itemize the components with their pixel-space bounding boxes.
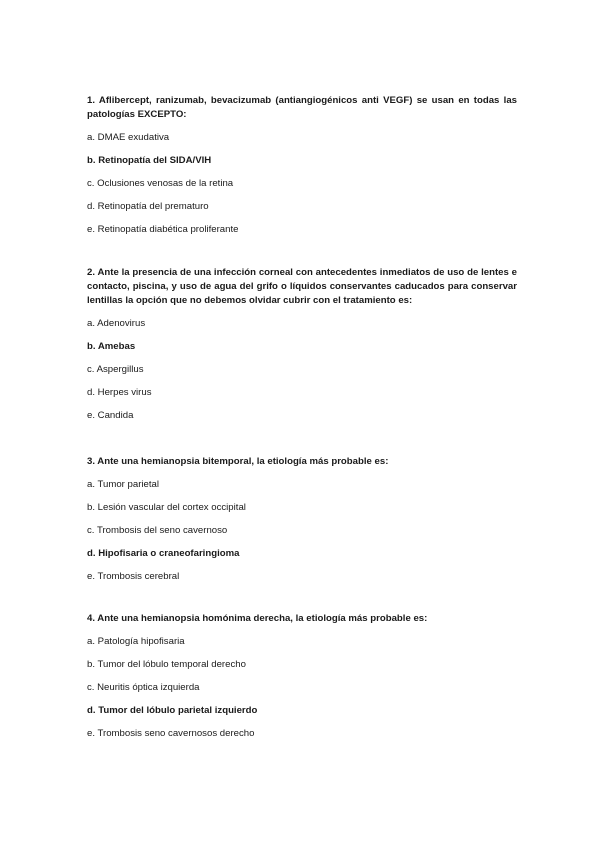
question-2 xyxy=(87,266,517,432)
question-3-option-c: c. Trombosis del seno cavernoso xyxy=(87,525,228,536)
question-1-option-c: c. Oclusiones venosas de la retina xyxy=(87,178,234,189)
question-1 xyxy=(87,94,517,246)
question-1-option-d: d. Retinopatía del prematuro xyxy=(87,201,209,212)
question-4-option-b: b. Tumor del lóbulo temporal derecho xyxy=(87,659,246,670)
question-4-option-a: a. Patología hipofisaria xyxy=(87,636,185,647)
question-2-option-c: c. Aspergillus xyxy=(87,364,144,375)
question-1-option-a: a. DMAE exudativa xyxy=(87,132,170,143)
question-2-option-d: d. Herpes virus xyxy=(87,387,152,398)
question-4 xyxy=(87,612,517,750)
question-2-option-b-correct: b. Amebas xyxy=(87,341,136,352)
question-2-option-e: e. Candida xyxy=(87,410,134,421)
question-1-option-e: e. Retinopatía diabética proliferante xyxy=(87,224,239,235)
question-3-stem: 3. Ante una hemianopsia bitemporal, la etiología más probable es: xyxy=(87,456,389,467)
question-4-option-d-correct: d. Tumor del lóbulo parietal izquierdo xyxy=(87,705,258,716)
question-3-option-d-correct: d. Hipofisaria o craneofaringioma xyxy=(87,548,240,559)
question-2-option-a: a. Adenovirus xyxy=(87,318,146,329)
question-4-option-e: e. Trombosis seno cavernosos derecho xyxy=(87,728,255,739)
question-3-option-a: a. Tumor parietal xyxy=(87,479,159,490)
question-3 xyxy=(87,455,517,593)
question-1-option-b-correct: b. Retinopatía del SIDA/VIH xyxy=(87,155,212,166)
question-1-stem: 1. Aflibercept, ranizumab, bevacizumab (antiangiogénicos anti VEGF) se usan en todas las patologías EXCEPTO: xyxy=(87,95,517,120)
question-3-option-e: e. Trombosis cerebral xyxy=(87,571,180,582)
question-3-option-b: b. Lesión vascular del cortex occipital xyxy=(87,502,246,513)
question-4-stem: 4. Ante una hemianopsia homónima derecha, la etiología más probable es: xyxy=(87,613,428,624)
question-4-option-c: c. Neuritis óptica izquierda xyxy=(87,682,200,693)
question-2-stem: 2. Ante la presencia de una infección corneal con antecedentes inmediatos de uso de lentes e contacto, piscina, y uso de agua del grifo o líquidos conservantes caducados para conservar lentillas la opción que no debemos olvidar cubrir con el tratamiento es: xyxy=(87,267,517,306)
